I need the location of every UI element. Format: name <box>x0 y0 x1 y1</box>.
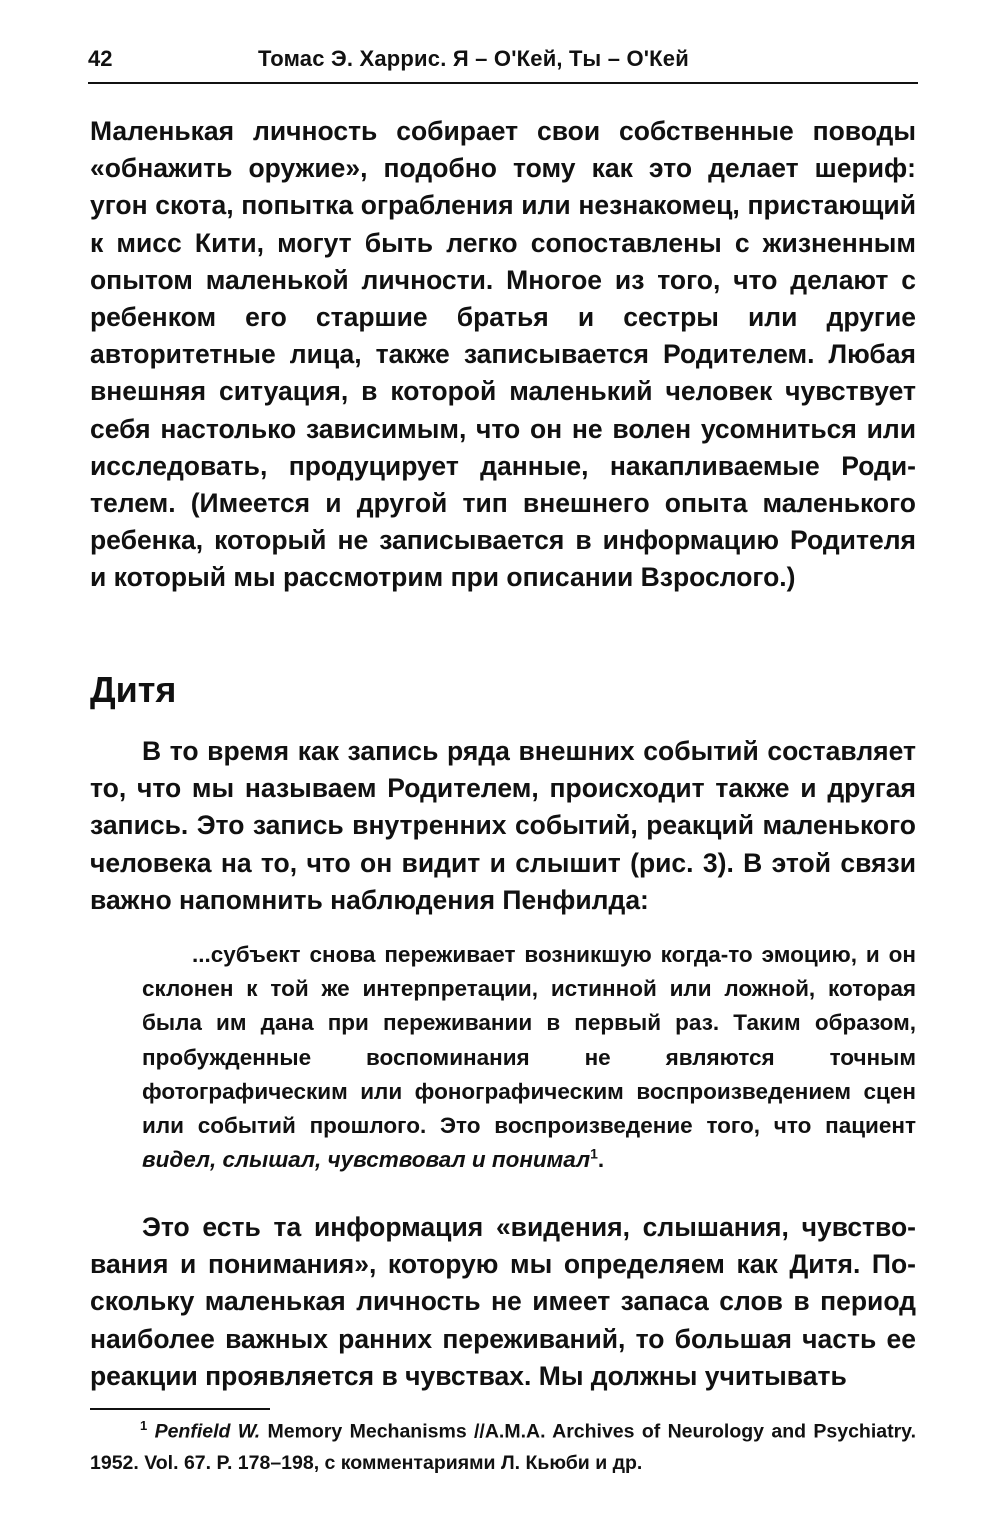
paragraph-3: Это есть та информация «видения, слышания, чувствования и понимания», которую мы определяем как Дитя. Поскольку маленькая личность не имеет запаса слов в период наиболее важных ранних переживаний, то большая часть ее реакции проявляется в чувствах. Мы должны учитывать <box>90 1212 916 1391</box>
footnote-text: Memory Mechanisms //A.M.A. Archives of Neurology and Psychiatry. 1952. Vol. 67. P. 178–198, с комментариями Л. Кьюби и др. <box>90 1420 916 1474</box>
footnote <box>90 1410 916 1479</box>
page-header <box>88 42 918 82</box>
quote-italic: видел, слышал, чувствовал и понимал <box>142 1147 591 1173</box>
footnote-marker: 1 <box>140 1418 148 1433</box>
quote-end: . <box>597 1147 605 1173</box>
paragraph-2: В то время как запись ряда внешних событий составляет то, что мы называем Родителем, происходит также и другая запись. Это запись внутренних событий, реакций маленького человека на то, что он видит и слышит (рис. 3). В этой связи важно напомнить наблюдения Пенфилда: <box>90 736 916 915</box>
page-number: 42 <box>88 46 113 71</box>
running-title: Томас Э. Харрис. Я – О'Кей, Ты – О'Кей <box>258 46 689 71</box>
footnote-author: Penfield W. <box>154 1420 261 1443</box>
paragraph-1: Маленькая личность собирает свои собственные поводы «обнажить оружие», подобно тому как это делает шериф: угон скота, попытка ограбления или незнакомец, пристающий к мисс Кити, могут быть легко сопоставлены с жизненным опытом маленькой личности. Многое из того, что делают с ребенком его старшие братья и сестры или другие авторитетные лица, также записывается Родителем. Любая внешняя ситуация, в которой маленький человек чувствует себя настолько зависимым, что он не волен усомниться или исследовать, продуцирует данные, накапливаемые Родителем. (Имеется и другой тип внешнего опыта маленького ребенка, который не записывается в информацию Родителя и который мы рассмотрим при описании Взрослого.) <box>90 116 916 593</box>
section-heading: Дитя <box>90 669 177 710</box>
quote-text: ...субъект снова переживает возникшую когда-то эмоцию, и он склонен к той же интерпретации, истинной или ложной, которая была им дана при переживании в первый раз. Таким образом, пробужденные воспоминания не являются точным фотографическим или фонографическим воспроизведением сцен или событий прошлого. Это воспроизведение того, что пациент <box>142 942 916 1139</box>
block-quote <box>142 938 916 1177</box>
footnote-ref: 1 <box>590 1145 598 1162</box>
header-rule <box>88 82 918 84</box>
